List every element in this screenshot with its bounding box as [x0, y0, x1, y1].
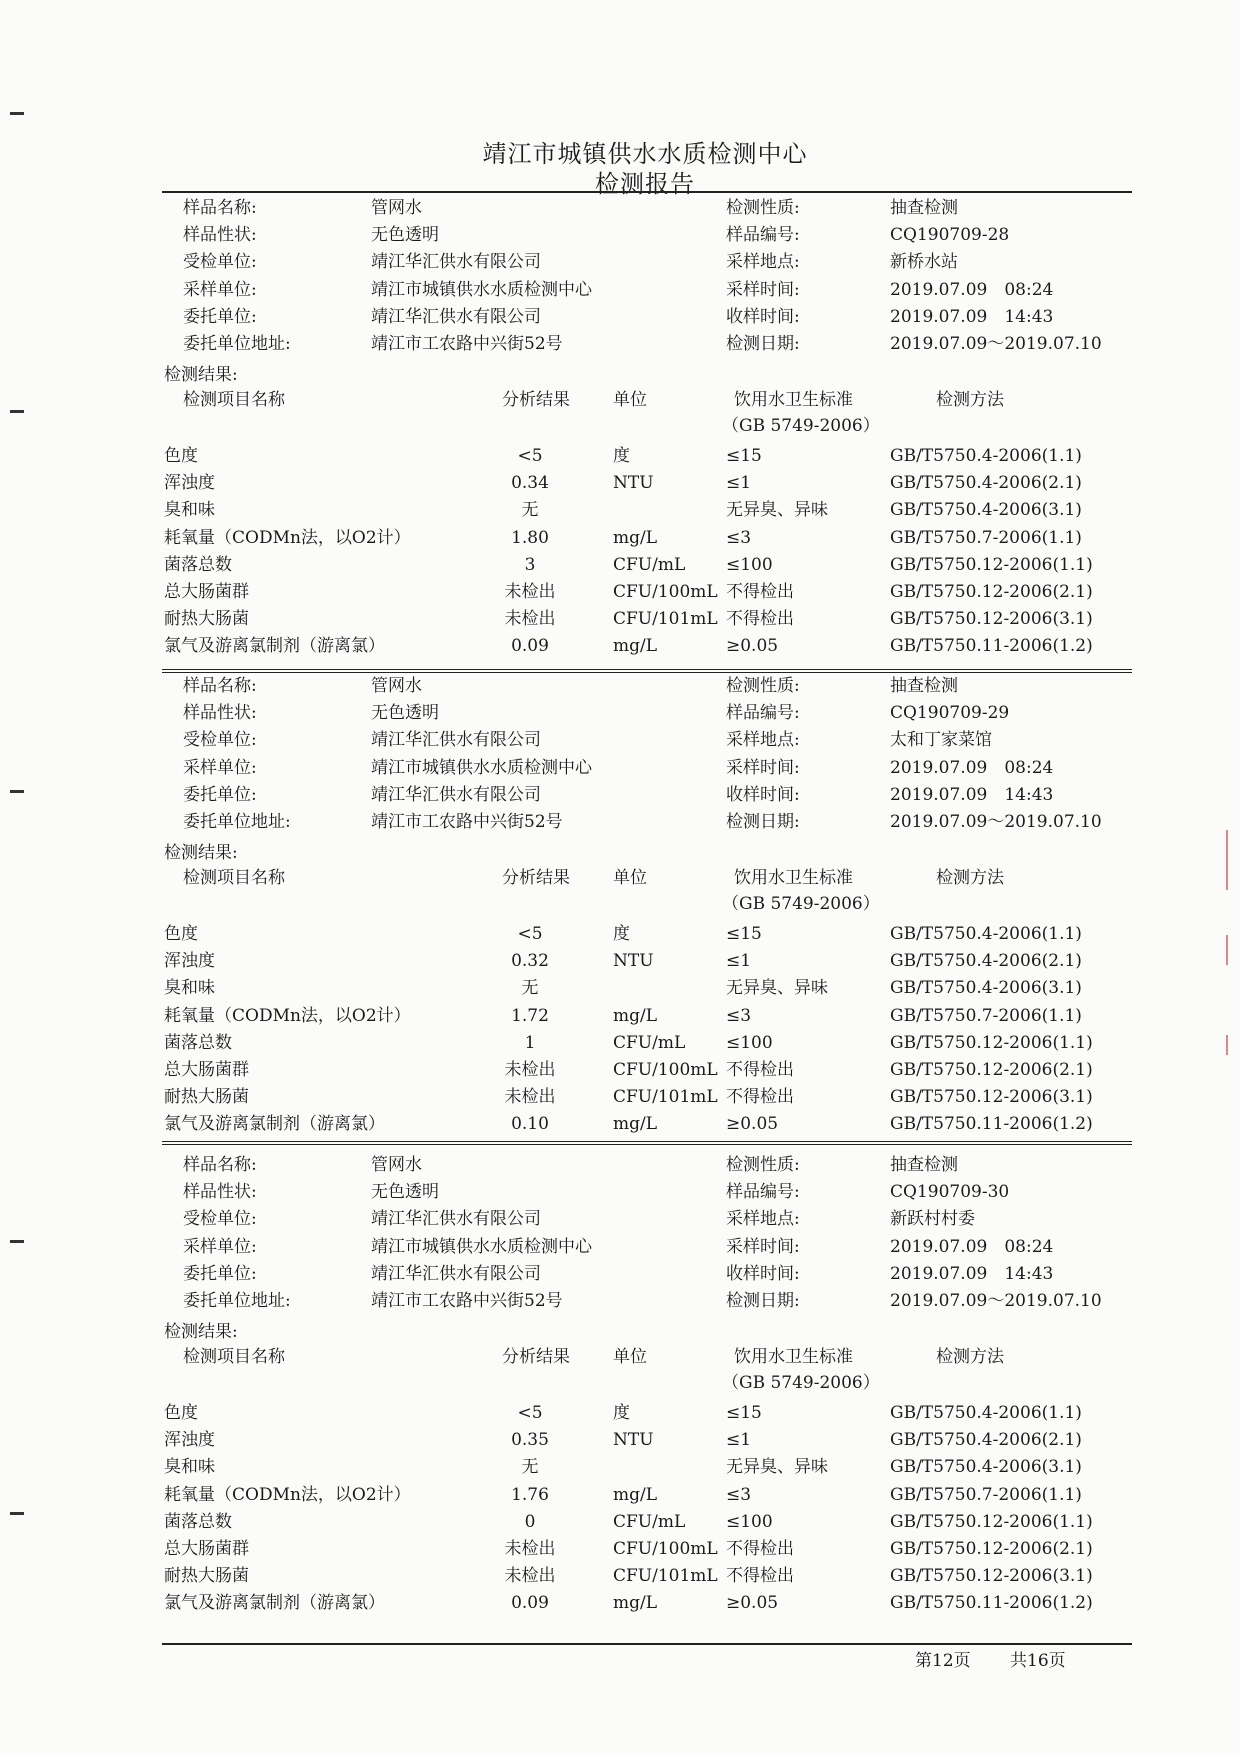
- test-nature-label: 检测性质:: [726, 676, 800, 696]
- item-result: 无: [521, 1457, 539, 1478]
- item-standard: ≤15: [726, 1403, 762, 1423]
- receiving-time-label: 收样时间:: [726, 784, 800, 805]
- item-method: GB/T5750.12-2006(3.1): [890, 609, 1093, 630]
- inspected-unit-label: 受检单位:: [183, 252, 257, 273]
- item-unit: mg/L: [613, 1484, 658, 1505]
- sample-nature-label: 样品性状:: [183, 1182, 257, 1203]
- sample-name-label: 样品名称:: [183, 676, 257, 696]
- sampling-time-value: 2019.07.09 08:24: [890, 757, 1054, 778]
- item-standard: ≤15: [726, 446, 762, 466]
- entrusting-address-label: 委托单位地址:: [183, 1291, 291, 1311]
- column-header-result: 分析结果: [502, 1347, 570, 1367]
- entrusting-unit-value: 靖江华汇供水有限公司: [371, 1263, 541, 1284]
- item-result: 未检出: [504, 609, 556, 630]
- item-name: 臭和味: [164, 978, 215, 999]
- sample-nature-label: 样品性状:: [183, 703, 257, 724]
- bottom-rule: [162, 1643, 1132, 1645]
- item-name: 氯气及游离氯制剂（游离氯）: [164, 1114, 385, 1135]
- sample-name-value: 管网水: [371, 1155, 422, 1175]
- sampling-site-label: 采样地点:: [726, 252, 800, 273]
- sampling-site-value: 新跃村村委: [890, 1209, 975, 1230]
- item-standard: ≥0.05: [726, 1114, 779, 1135]
- results-label: 检测结果:: [164, 365, 238, 385]
- sampling-unit-label: 采样单位:: [183, 757, 257, 778]
- entrusting-unit-label: 委托单位:: [183, 784, 257, 805]
- item-unit: mg/L: [613, 1005, 658, 1026]
- column-header-unit: 单位: [613, 1347, 647, 1367]
- item-method: GB/T5750.12-2006(1.1): [890, 1032, 1093, 1053]
- item-unit: CFU/101mL: [613, 1087, 718, 1108]
- item-name: 浑浊度: [164, 951, 215, 972]
- sampling-site-value: 太和丁家菜馆: [890, 730, 992, 751]
- sample-divider: [162, 1141, 1132, 1145]
- test-nature-label: 检测性质:: [726, 198, 800, 218]
- item-method: GB/T5750.11-2006(1.2): [890, 1114, 1093, 1135]
- test-nature-value: 抽查检测: [890, 198, 958, 218]
- inspected-unit-label: 受检单位:: [183, 730, 257, 751]
- results-label: 检测结果:: [164, 1322, 238, 1342]
- item-name: 氯气及游离氯制剂（游离氯）: [164, 636, 385, 657]
- item-unit: CFU/mL: [613, 1032, 686, 1053]
- test-nature-value: 抽查检测: [890, 676, 958, 696]
- scan-mark: [10, 112, 24, 115]
- results-label: 检测结果:: [164, 843, 238, 863]
- scan-mark: [10, 790, 24, 793]
- item-result: 1.72: [511, 1005, 549, 1026]
- item-name: 耐热大肠菌: [164, 609, 249, 630]
- column-header-standard-ref: （GB 5749-2006）: [722, 416, 880, 436]
- column-header-standard: 饮用水卫生标准: [734, 390, 853, 410]
- scan-mark: [10, 1240, 24, 1243]
- item-name: 耐热大肠菌: [164, 1566, 249, 1587]
- item-method: GB/T5750.4-2006(3.1): [890, 1457, 1082, 1478]
- sample-name-label: 样品名称:: [183, 198, 257, 218]
- item-standard: ≤1: [726, 951, 752, 972]
- entrusting-unit-value: 靖江华汇供水有限公司: [371, 784, 541, 805]
- item-unit: mg/L: [613, 527, 658, 548]
- item-method: GB/T5750.4-2006(3.1): [890, 978, 1082, 999]
- item-result: <5: [517, 446, 543, 466]
- item-unit: 度: [613, 446, 630, 466]
- item-unit: mg/L: [613, 1593, 658, 1614]
- item-name: 菌落总数: [164, 1511, 232, 1532]
- item-method: GB/T5750.12-2006(3.1): [890, 1087, 1093, 1108]
- sampling-site-value: 新桥水站: [890, 252, 958, 273]
- column-header-result: 分析结果: [502, 390, 570, 410]
- item-standard: 无异臭、异味: [726, 978, 828, 999]
- item-result: <5: [517, 1403, 543, 1423]
- item-result: 未检出: [504, 582, 556, 602]
- column-header-standard-ref: （GB 5749-2006）: [722, 894, 880, 914]
- sampling-unit-value: 靖江市城镇供水水质检测中心: [371, 279, 592, 300]
- item-name: 菌落总数: [164, 554, 232, 575]
- item-method: GB/T5750.4-2006(2.1): [890, 951, 1082, 972]
- item-name: 总大肠菌群: [164, 582, 249, 602]
- test-date-label: 检测日期:: [726, 1291, 800, 1311]
- item-method: GB/T5750.4-2006(1.1): [890, 924, 1082, 944]
- receiving-time-value: 2019.07.09 14:43: [890, 784, 1054, 805]
- report-title: 检测报告: [595, 170, 695, 198]
- test-nature-label: 检测性质:: [726, 1155, 800, 1175]
- column-header-standard-ref: （GB 5749-2006）: [722, 1373, 880, 1393]
- item-standard: 不得检出: [726, 582, 794, 602]
- sampling-time-value: 2019.07.09 08:24: [890, 1236, 1054, 1257]
- inspected-unit-value: 靖江华汇供水有限公司: [371, 252, 541, 273]
- item-method: GB/T5750.7-2006(1.1): [890, 1005, 1082, 1026]
- sample-name-value: 管网水: [371, 198, 422, 218]
- item-result: 0.10: [511, 1114, 549, 1135]
- item-name: 耗氧量（CODMn法，以O2计）: [164, 527, 411, 548]
- red-stamp-edge: [1226, 830, 1228, 890]
- scan-mark: [10, 410, 24, 413]
- item-method: GB/T5750.12-2006(2.1): [890, 1060, 1093, 1080]
- receiving-time-label: 收样时间:: [726, 1263, 800, 1284]
- item-method: GB/T5750.12-2006(1.1): [890, 554, 1093, 575]
- item-result: 0.09: [511, 636, 549, 657]
- entrusting-address-label: 委托单位地址:: [183, 334, 291, 354]
- inspected-unit-label: 受检单位:: [183, 1209, 257, 1230]
- item-standard: ≤1: [726, 473, 752, 494]
- sampling-unit-value: 靖江市城镇供水水质检测中心: [371, 1236, 592, 1257]
- item-result: 0.32: [511, 951, 549, 972]
- item-name: 氯气及游离氯制剂（游离氯）: [164, 1593, 385, 1614]
- item-standard: 不得检出: [726, 1087, 794, 1108]
- item-method: GB/T5750.12-2006(2.1): [890, 582, 1093, 602]
- item-unit: CFU/mL: [613, 554, 686, 575]
- item-name: 耐热大肠菌: [164, 1087, 249, 1108]
- sample-divider: [162, 669, 1132, 673]
- item-result: 1: [524, 1032, 536, 1053]
- item-unit: CFU/101mL: [613, 609, 718, 630]
- sample-no-label: 样品编号:: [726, 1182, 800, 1203]
- item-standard: 不得检出: [726, 1566, 794, 1587]
- item-method: GB/T5750.11-2006(1.2): [890, 636, 1093, 657]
- item-unit: mg/L: [613, 636, 658, 657]
- item-method: GB/T5750.7-2006(1.1): [890, 527, 1082, 548]
- item-standard: 无异臭、异味: [726, 1457, 828, 1478]
- sample-no-value: CQ190709-29: [890, 703, 1010, 724]
- item-result: 0.09: [511, 1593, 549, 1614]
- report-org-title: 靖江市城镇供水水质检测中心: [482, 140, 808, 168]
- item-standard: 不得检出: [726, 609, 794, 630]
- column-header-method: 检测方法: [936, 868, 1004, 888]
- entrusting-unit-label: 委托单位:: [183, 306, 257, 327]
- item-result: 0.34: [511, 473, 549, 494]
- column-header-standard: 饮用水卫生标准: [734, 1347, 853, 1367]
- item-name: 色度: [164, 924, 198, 944]
- item-unit: 度: [613, 1403, 630, 1423]
- item-name: 耗氧量（CODMn法，以O2计）: [164, 1005, 411, 1026]
- item-result: 1.76: [511, 1484, 549, 1505]
- sample-no-label: 样品编号:: [726, 703, 800, 724]
- item-name: 色度: [164, 446, 198, 466]
- item-unit: mg/L: [613, 1114, 658, 1135]
- receiving-time-label: 收样时间:: [726, 306, 800, 327]
- sampling-time-label: 采样时间:: [726, 1236, 800, 1257]
- item-result: 3: [524, 554, 536, 575]
- column-header-method: 检测方法: [936, 390, 1004, 410]
- item-method: GB/T5750.4-2006(2.1): [890, 1430, 1082, 1451]
- column-header-method: 检测方法: [936, 1347, 1004, 1367]
- item-result: 无: [521, 500, 539, 521]
- item-result: 未检出: [504, 1060, 556, 1080]
- column-header-result: 分析结果: [502, 868, 570, 888]
- item-unit: CFU/mL: [613, 1511, 686, 1532]
- item-method: GB/T5750.4-2006(1.1): [890, 1403, 1082, 1423]
- item-result: 未检出: [504, 1566, 556, 1587]
- column-header-standard: 饮用水卫生标准: [734, 868, 853, 888]
- item-unit: CFU/101mL: [613, 1566, 718, 1587]
- item-result: 0: [524, 1511, 536, 1532]
- item-method: GB/T5750.12-2006(2.1): [890, 1539, 1093, 1559]
- sampling-unit-label: 采样单位:: [183, 279, 257, 300]
- item-result: 未检出: [504, 1087, 556, 1108]
- red-stamp-edge: [1226, 1035, 1228, 1055]
- item-standard: ≤100: [726, 554, 773, 575]
- test-nature-value: 抽查检测: [890, 1155, 958, 1175]
- item-standard: 不得检出: [726, 1539, 794, 1559]
- column-header-item: 检测项目名称: [183, 1347, 285, 1367]
- item-unit: CFU/100mL: [613, 582, 718, 602]
- column-header-unit: 单位: [613, 390, 647, 410]
- sample-no-value: CQ190709-28: [890, 225, 1010, 246]
- item-name: 臭和味: [164, 1457, 215, 1478]
- test-date-value: 2019.07.09～2019.07.10: [890, 812, 1102, 832]
- test-date-label: 检测日期:: [726, 334, 800, 354]
- item-standard: 不得检出: [726, 1060, 794, 1080]
- entrusting-address-value: 靖江市工农路中兴街52号: [371, 812, 563, 832]
- item-method: GB/T5750.11-2006(1.2): [890, 1593, 1093, 1614]
- sample-nature-value: 无色透明: [371, 225, 439, 246]
- item-standard: ≤3: [726, 1005, 752, 1026]
- item-unit: CFU/100mL: [613, 1060, 718, 1080]
- page-number: 第12页: [915, 1651, 971, 1671]
- sampling-time-value: 2019.07.09 08:24: [890, 279, 1054, 300]
- inspected-unit-value: 靖江华汇供水有限公司: [371, 1209, 541, 1230]
- entrusting-unit-label: 委托单位:: [183, 1263, 257, 1284]
- item-method: GB/T5750.4-2006(3.1): [890, 500, 1082, 521]
- item-name: 总大肠菌群: [164, 1539, 249, 1559]
- item-method: GB/T5750.4-2006(1.1): [890, 446, 1082, 466]
- item-result: <5: [517, 924, 543, 944]
- sampling-site-label: 采样地点:: [726, 1209, 800, 1230]
- item-name: 耗氧量（CODMn法，以O2计）: [164, 1484, 411, 1505]
- item-unit: 度: [613, 924, 630, 944]
- entrusting-address-value: 靖江市工农路中兴街52号: [371, 1291, 563, 1311]
- item-result: 未检出: [504, 1539, 556, 1559]
- item-standard: ≤100: [726, 1511, 773, 1532]
- sample-nature-value: 无色透明: [371, 1182, 439, 1203]
- sample-nature-label: 样品性状:: [183, 225, 257, 246]
- column-header-unit: 单位: [613, 868, 647, 888]
- sampling-unit-label: 采样单位:: [183, 1236, 257, 1257]
- column-header-item: 检测项目名称: [183, 390, 285, 410]
- sampling-unit-value: 靖江市城镇供水水质检测中心: [371, 757, 592, 778]
- sampling-time-label: 采样时间:: [726, 279, 800, 300]
- column-header-item: 检测项目名称: [183, 868, 285, 888]
- item-method: GB/T5750.12-2006(1.1): [890, 1511, 1093, 1532]
- test-date-value: 2019.07.09～2019.07.10: [890, 334, 1102, 354]
- sample-no-value: CQ190709-30: [890, 1182, 1010, 1203]
- item-standard: ≤1: [726, 1430, 752, 1451]
- sampling-site-label: 采样地点:: [726, 730, 800, 751]
- item-method: GB/T5750.7-2006(1.1): [890, 1484, 1082, 1505]
- sample-nature-value: 无色透明: [371, 703, 439, 724]
- sampling-time-label: 采样时间:: [726, 757, 800, 778]
- item-standard: ≤3: [726, 1484, 752, 1505]
- item-standard: ≥0.05: [726, 636, 779, 657]
- item-result: 0.35: [511, 1430, 549, 1451]
- red-stamp-edge: [1226, 935, 1228, 965]
- test-date-value: 2019.07.09～2019.07.10: [890, 1291, 1102, 1311]
- item-name: 臭和味: [164, 500, 215, 521]
- item-method: GB/T5750.4-2006(2.1): [890, 473, 1082, 494]
- item-method: GB/T5750.12-2006(3.1): [890, 1566, 1093, 1587]
- item-name: 菌落总数: [164, 1032, 232, 1053]
- top-rule: [162, 191, 1132, 193]
- item-name: 色度: [164, 1403, 198, 1423]
- item-unit: CFU/100mL: [613, 1539, 718, 1559]
- item-unit: NTU: [613, 1430, 654, 1451]
- item-name: 浑浊度: [164, 1430, 215, 1451]
- sample-name-value: 管网水: [371, 676, 422, 696]
- item-standard: 无异臭、异味: [726, 500, 828, 521]
- inspected-unit-value: 靖江华汇供水有限公司: [371, 730, 541, 751]
- sample-name-label: 样品名称:: [183, 1155, 257, 1175]
- item-name: 总大肠菌群: [164, 1060, 249, 1080]
- item-unit: NTU: [613, 951, 654, 972]
- entrusting-unit-value: 靖江华汇供水有限公司: [371, 306, 541, 327]
- item-name: 浑浊度: [164, 473, 215, 494]
- item-standard: ≤100: [726, 1032, 773, 1053]
- item-standard: ≥0.05: [726, 1593, 779, 1614]
- sample-no-label: 样品编号:: [726, 225, 800, 246]
- receiving-time-value: 2019.07.09 14:43: [890, 306, 1054, 327]
- receiving-time-value: 2019.07.09 14:43: [890, 1263, 1054, 1284]
- item-standard: ≤3: [726, 527, 752, 548]
- item-unit: NTU: [613, 473, 654, 494]
- entrusting-address-value: 靖江市工农路中兴街52号: [371, 334, 563, 354]
- item-result: 1.80: [511, 527, 549, 548]
- scan-mark: [10, 1512, 24, 1515]
- page-total: 共16页: [1010, 1651, 1066, 1671]
- item-result: 无: [521, 978, 539, 999]
- entrusting-address-label: 委托单位地址:: [183, 812, 291, 832]
- test-date-label: 检测日期:: [726, 812, 800, 832]
- item-standard: ≤15: [726, 924, 762, 944]
